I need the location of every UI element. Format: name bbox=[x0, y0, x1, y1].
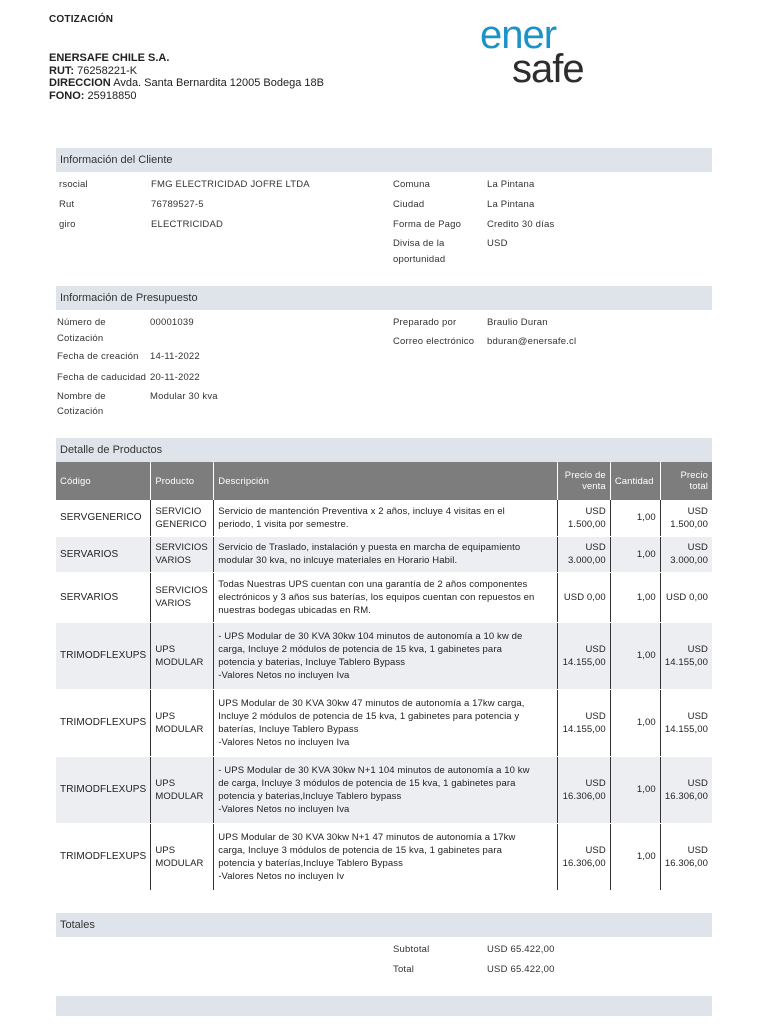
total-price-line: USD 0,00 bbox=[666, 591, 708, 603]
product-code: SERVARIOS bbox=[56, 536, 151, 572]
product-name bbox=[151, 622, 214, 689]
product-row bbox=[56, 572, 712, 622]
unit-price-line: USD bbox=[585, 505, 606, 517]
document-header bbox=[49, 14, 449, 102]
rut-label: RUT: bbox=[49, 64, 75, 77]
enersafe-logo bbox=[478, 12, 618, 88]
product-quantity: 1,00 bbox=[610, 823, 660, 890]
total-price-line: USD bbox=[687, 777, 708, 789]
product-description bbox=[214, 689, 558, 756]
products-header-row bbox=[56, 462, 712, 500]
unit-price-line: USD bbox=[585, 643, 606, 655]
product-unit-price bbox=[557, 622, 610, 689]
products-heading: Detalle de Productos bbox=[56, 438, 712, 462]
product-name bbox=[151, 500, 214, 536]
budget-info-right bbox=[393, 315, 693, 355]
description-line: Todas Nuestras UPS cuentan con una garantía de 2 años componentes bbox=[218, 578, 528, 590]
client-info-left bbox=[59, 177, 379, 237]
product-name-line: UPS bbox=[155, 710, 176, 722]
unit-price-line: 14.155,00 bbox=[562, 656, 606, 668]
quote-number: 00001039 bbox=[150, 317, 194, 328]
budget-info-left bbox=[57, 315, 377, 425]
description-line: -Valores Netos no incluyen Iva bbox=[218, 669, 350, 681]
product-name-line: MODULAR bbox=[155, 656, 204, 668]
description-line: modular 30 kva, no inlcuye materiales en Horario Habil. bbox=[218, 555, 458, 566]
product-name-line: SERVICIO bbox=[155, 505, 202, 517]
client-value: USD bbox=[487, 238, 508, 249]
product-name-line: VARIOS bbox=[155, 598, 192, 609]
email-value: bduran@enersafe.cl bbox=[487, 336, 577, 347]
product-row bbox=[56, 536, 712, 572]
product-quantity: 1,00 bbox=[610, 572, 660, 622]
description-line: baterías, Incluye Tablero Bypass bbox=[218, 723, 359, 735]
product-unit-price bbox=[557, 572, 610, 622]
product-row bbox=[56, 500, 712, 536]
expiry-label: Fecha de caducidad bbox=[57, 372, 147, 383]
total-price-line: USD bbox=[687, 542, 708, 553]
client-value: 76789527-5 bbox=[151, 199, 204, 210]
product-quantity: 1,00 bbox=[610, 536, 660, 572]
company-phone-line bbox=[49, 90, 449, 103]
company-info bbox=[49, 52, 449, 102]
quote-number-label: Cotización bbox=[57, 333, 104, 344]
total-price-line: 1.500,00 bbox=[670, 518, 708, 530]
description-line: UPS Modular de 30 KVA 30kw N+1 47 minutos de autonomía a 17kw bbox=[218, 831, 516, 843]
budget-info-heading: Información de Presupuesto bbox=[56, 286, 712, 310]
product-unit-price bbox=[557, 536, 610, 572]
product-name-line: SERVICIOS bbox=[155, 585, 208, 596]
product-total-price bbox=[660, 572, 712, 622]
product-row bbox=[56, 689, 712, 756]
product-unit-price bbox=[557, 823, 610, 890]
quote-number-label: Número de bbox=[57, 317, 106, 328]
total-price-line: 14.155,00 bbox=[664, 723, 708, 735]
column-header-code: Código bbox=[56, 462, 151, 500]
product-description bbox=[214, 536, 558, 572]
prepared-label: Preparado por bbox=[393, 317, 457, 328]
product-unit-price bbox=[557, 756, 610, 823]
product-quantity: 1,00 bbox=[610, 756, 660, 823]
description-line: potencia y baterias,Incluye Tablero bypass bbox=[218, 790, 402, 802]
product-name-line: GENERICO bbox=[155, 518, 207, 530]
description-line: - UPS Modular de 30 KVA 30kw 104 minutos de autonomía a 10 kw de bbox=[218, 630, 523, 642]
product-quantity: 1,00 bbox=[610, 689, 660, 756]
prepared-by: Braulio Duran bbox=[487, 317, 548, 328]
total-header-line: Precio bbox=[680, 470, 708, 481]
product-code: TRIMODFLEXUPS bbox=[56, 756, 151, 823]
client-label: Ciudad bbox=[393, 199, 425, 210]
product-description bbox=[214, 500, 558, 536]
product-code: TRIMODFLEXUPS bbox=[56, 622, 151, 689]
product-total-price bbox=[660, 756, 712, 823]
price-header-line: Precio de bbox=[564, 470, 606, 481]
product-total-price bbox=[660, 622, 712, 689]
product-name-line: VARIOS bbox=[155, 555, 192, 566]
product-total-price bbox=[660, 500, 712, 536]
product-row bbox=[56, 756, 712, 823]
product-description bbox=[214, 756, 558, 823]
subtotal-value: USD 65.422,00 bbox=[487, 944, 555, 955]
unit-price-line: USD bbox=[585, 710, 606, 722]
unit-price-line: USD bbox=[585, 542, 606, 553]
description-line: periodo, 1 visita por semestre. bbox=[218, 518, 349, 530]
unit-price-line: 3.000,00 bbox=[568, 555, 606, 566]
total-value: USD 65.422,00 bbox=[487, 964, 555, 975]
product-code: TRIMODFLEXUPS bbox=[56, 689, 151, 756]
quote-name-label: Nombre de bbox=[57, 391, 106, 402]
unit-price-line: 1.500,00 bbox=[568, 518, 606, 530]
logo-text-safe: safe bbox=[512, 47, 584, 88]
product-name-line: MODULAR bbox=[155, 723, 204, 735]
product-name-line: MODULAR bbox=[155, 857, 204, 869]
description-line: UPS Modular de 30 KVA 30kw 47 minutos de autonomía a 17kw carga, bbox=[218, 697, 525, 709]
product-total-price bbox=[660, 689, 712, 756]
company-address: Avda. Santa Bernardita 12005 Bodega 18B bbox=[113, 77, 324, 89]
column-header-price bbox=[557, 462, 610, 500]
email-label: Correo electrónico bbox=[393, 336, 475, 347]
document-title: COTIZACIÓN bbox=[49, 14, 114, 25]
product-name bbox=[151, 689, 214, 756]
description-line: de carga, Incluye 3 módulos de potencia de 15 kva, 1 gabinetes para bbox=[218, 777, 516, 789]
client-label: Divisa de la bbox=[393, 238, 445, 249]
product-unit-price bbox=[557, 689, 610, 756]
product-quantity: 1,00 bbox=[610, 500, 660, 536]
product-description bbox=[214, 572, 558, 622]
product-row bbox=[56, 622, 712, 689]
client-value: La Pintana bbox=[487, 199, 535, 210]
client-info-heading: Información del Cliente bbox=[56, 148, 712, 172]
product-code: TRIMODFLEXUPS bbox=[56, 823, 151, 890]
description-line: - UPS Modular de 30 KVA 30kw N+1 104 minutos de autonomía a 10 kw bbox=[218, 764, 530, 776]
footer-bar bbox=[56, 996, 712, 1016]
product-name-line: MODULAR bbox=[155, 790, 204, 802]
price-header-line: venta bbox=[582, 481, 606, 492]
unit-price-line: USD bbox=[585, 844, 606, 856]
column-header-qty: Cantidad bbox=[610, 462, 660, 500]
description-line: carga, Incluye 2 módulos de potencia de 15 kva, 1 gabinetes para bbox=[218, 643, 502, 655]
quote-name-label: Cotización bbox=[57, 406, 104, 417]
client-info-right bbox=[393, 177, 693, 273]
total-price-line: 16.306,00 bbox=[664, 790, 708, 802]
unit-price-line: USD bbox=[585, 777, 606, 789]
product-row bbox=[56, 823, 712, 890]
product-description bbox=[214, 823, 558, 890]
company-name: ENERSAFE CHILE S.A. bbox=[49, 52, 170, 64]
product-name-line: UPS bbox=[155, 643, 176, 655]
total-label: Total bbox=[393, 964, 415, 975]
product-code: SERVARIOS bbox=[56, 572, 151, 622]
subtotal-label: Subtotal bbox=[393, 944, 430, 955]
product-name-line: SERVICIOS bbox=[155, 542, 208, 553]
product-total-price bbox=[660, 823, 712, 890]
client-label: rsocial bbox=[59, 179, 88, 190]
total-price-line: USD bbox=[687, 844, 708, 856]
total-header-line: total bbox=[689, 481, 708, 492]
product-name-line: UPS bbox=[155, 777, 176, 789]
client-value: ELECTRICIDAD bbox=[151, 219, 224, 230]
client-value: Credito 30 días bbox=[487, 219, 555, 230]
company-rut-line bbox=[49, 65, 449, 78]
description-line: Servicio de mantención Preventiva x 2 años, incluye 4 visitas en el bbox=[218, 505, 505, 517]
description-line: electrónicos y 3 años sus baterías, los equipos cuentan con repuestos en bbox=[218, 591, 535, 603]
total-price-line: USD bbox=[687, 643, 708, 655]
product-quantity: 1,00 bbox=[610, 622, 660, 689]
phone-label: FONO: bbox=[49, 89, 85, 102]
column-header-product: Producto bbox=[151, 462, 214, 500]
company-rut: 76258221-K bbox=[77, 64, 138, 77]
client-label: Comuna bbox=[393, 179, 431, 190]
description-line: potencia y baterías,Incluye Tablero Bypass bbox=[218, 857, 403, 869]
total-price-line: USD bbox=[687, 505, 708, 517]
company-address-line bbox=[49, 77, 449, 90]
client-value: FMG ELECTRICIDAD JOFRE LTDA bbox=[151, 179, 310, 190]
logo-text-ener: ener bbox=[480, 13, 557, 57]
created-date: 14-11-2022 bbox=[150, 351, 200, 362]
client-label: oportunidad bbox=[393, 254, 446, 265]
unit-price-line: 16.306,00 bbox=[562, 790, 606, 802]
description-line: Incluye 2 módulos de potencia de 15 kva, 1 gabinetes para potencia y bbox=[218, 710, 520, 722]
product-description bbox=[214, 622, 558, 689]
products-table bbox=[56, 462, 712, 891]
column-header-description: Descripción bbox=[214, 462, 558, 500]
total-price-line: 14.155,00 bbox=[664, 656, 708, 668]
product-name-line: UPS bbox=[155, 844, 176, 856]
client-label: giro bbox=[59, 219, 76, 230]
quote-name: Modular 30 kva bbox=[150, 391, 218, 402]
client-value: La Pintana bbox=[487, 179, 535, 190]
description-line: carga, Incluye 3 módulos de potencia de 15 kva, 1 gabinetes para bbox=[218, 844, 502, 856]
product-name bbox=[151, 823, 214, 890]
total-price-line: 16.306,00 bbox=[664, 857, 708, 869]
description-line: -Valores Netos no incluyen Iva bbox=[218, 736, 350, 748]
product-name bbox=[151, 536, 214, 572]
client-label: Forma de Pago bbox=[393, 219, 462, 230]
product-name bbox=[151, 756, 214, 823]
address-label: DIRECCION bbox=[49, 77, 111, 89]
description-line: -Valores Netos no incluyen Iva bbox=[218, 803, 350, 815]
description-line: Servicio de Traslado, instalación y puesta en marcha de equipamiento bbox=[218, 542, 521, 553]
product-name bbox=[151, 572, 214, 622]
column-header-total bbox=[660, 462, 712, 500]
description-line: potencia y baterias, Incluye Tablero Bypass bbox=[218, 656, 406, 668]
totals-block bbox=[393, 942, 693, 982]
unit-price-line: USD 0,00 bbox=[563, 591, 606, 603]
total-price-line: 3.000,00 bbox=[670, 555, 708, 566]
total-price-line: USD bbox=[687, 710, 708, 722]
product-unit-price bbox=[557, 500, 610, 536]
client-label: Rut bbox=[59, 199, 75, 210]
product-total-price bbox=[660, 536, 712, 572]
description-line: -Valores Netos no incluyen Iv bbox=[218, 870, 345, 882]
created-label: Fecha de creación bbox=[57, 351, 139, 362]
product-code: SERVGENERICO bbox=[56, 500, 151, 536]
description-line: nuestras bodegas ubicadas en RM. bbox=[218, 604, 371, 616]
totals-heading: Totales bbox=[56, 913, 712, 937]
unit-price-line: 16.306,00 bbox=[562, 857, 606, 869]
expiry-date: 20-11-2022 bbox=[150, 372, 200, 383]
unit-price-line: 14.155,00 bbox=[562, 723, 606, 735]
company-phone: 25918850 bbox=[87, 89, 137, 102]
